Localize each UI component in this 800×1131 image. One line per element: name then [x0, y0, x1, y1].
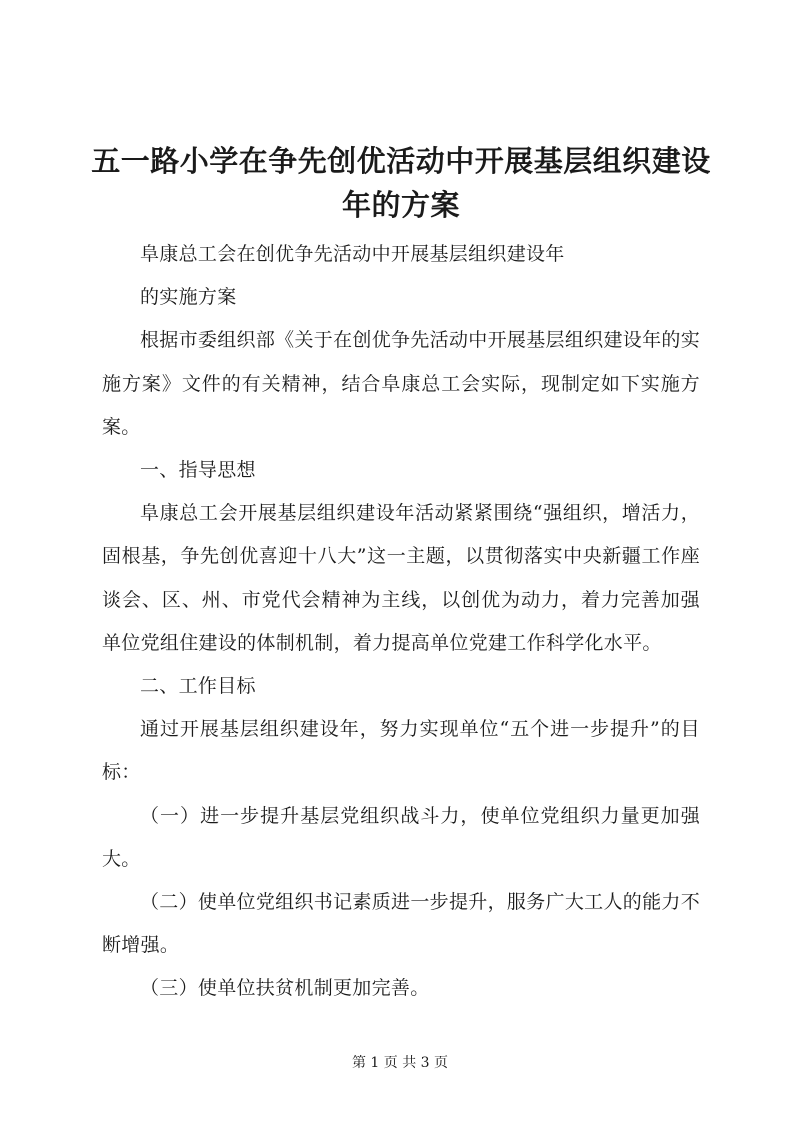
paragraph: 通过开展基层组织建设年，努力实现单位“五个进一步提升”的目标：: [102, 718, 700, 784]
section-heading: 二、工作目标: [140, 675, 256, 698]
list-item: （一）进一步提升基层党组织战斗力，使单位党组织力量更加强大。: [102, 804, 700, 870]
document-title: 五一路小学在争先创优活动中开展基层组织建设年的方案: [91, 144, 711, 222]
document-body: [91, 139, 711, 1011]
list-item: （三）使单位扶贫机制更加完善。: [140, 977, 430, 1000]
paragraph: 根据市委组织部《关于在创优争先活动中开展基层组织建设年的实施方案》文件的有关精神，结合阜康总工会实际，现制定如下实施方案。: [102, 329, 700, 438]
section-heading: 一、指导思想: [140, 459, 256, 482]
paragraph: 阜康总工会在创优争先活动中开展基层组织建设年: [140, 243, 565, 265]
paragraph: 阜康总工会开展基层组织建设年活动紧紧围绕“强组织，增活力，固根基，争先创优喜迎十八大”这一主题，以贯彻落实中央新疆工作座谈会、区、州、市党代会精神为主线，以创优为动力，着力完善加强单位党组住建设的体制机制，着力提高单位党建工作科学化水平。: [102, 502, 700, 654]
list-item: （二）使单位党组织书记素质进一步提升，服务广大工人的能力不断增强。: [102, 891, 700, 957]
paragraph: 的实施方案: [140, 286, 237, 309]
page-footer: 第 1 页 共 3 页: [351, 1055, 449, 1071]
